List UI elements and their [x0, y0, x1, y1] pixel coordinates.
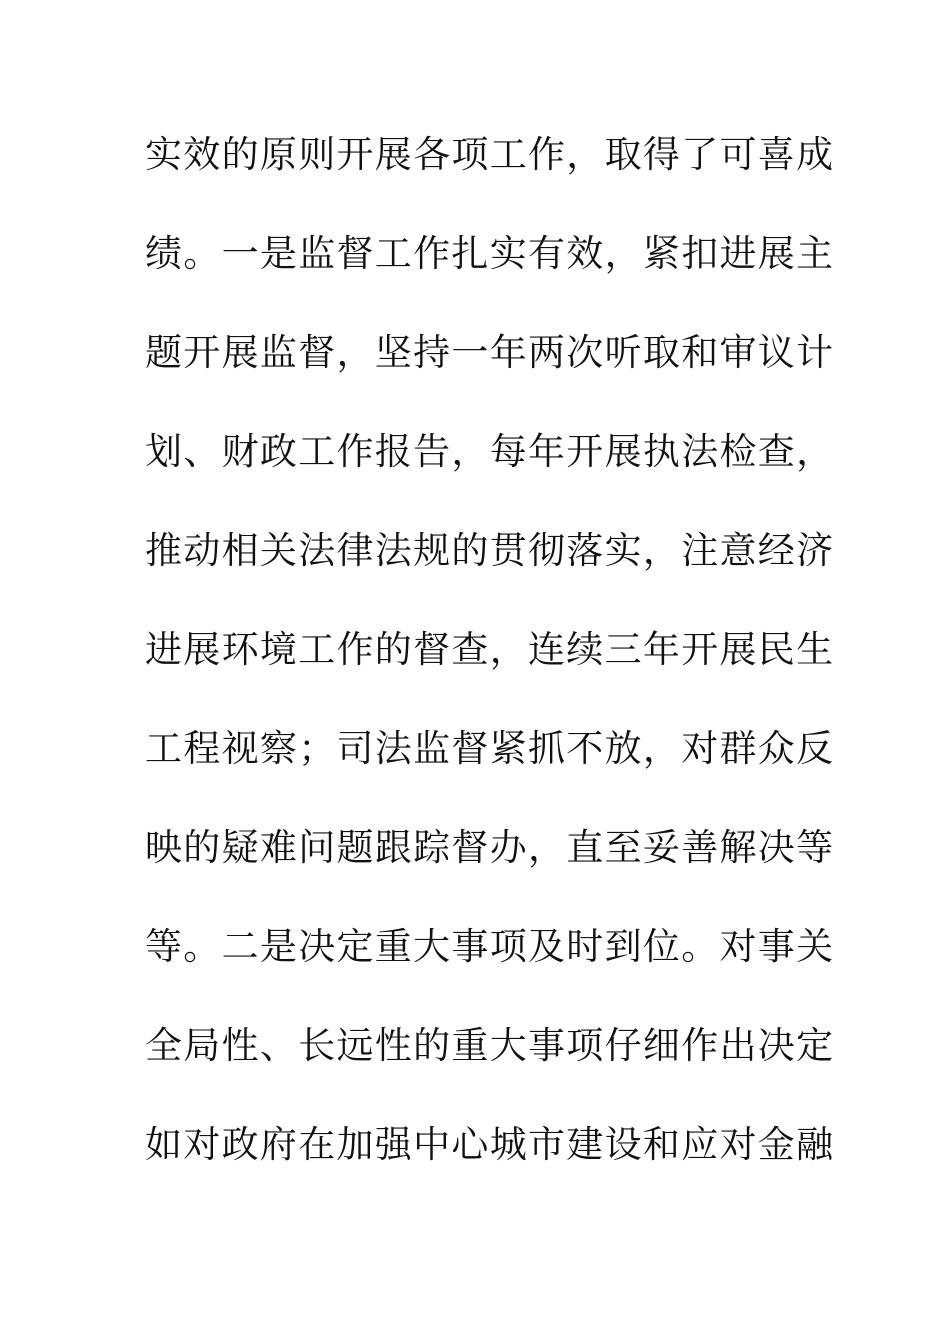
- text-line: 划、财政工作报告，每年开展执法检查，: [145, 430, 835, 473]
- text-line: 如对政府在加强中心城市建设和应对金融: [145, 1123, 835, 1166]
- text-line: 推动相关法律法规的贯彻落实，注意经济: [145, 529, 835, 572]
- text-line: 绩。一是监督工作扎实有效，紧扣进展主: [145, 232, 835, 275]
- text-line: 工程视察；司法监督紧抓不放，对群众反: [145, 727, 835, 770]
- text-line: 题开展监督，坚持一年两次听取和审议计: [145, 331, 835, 374]
- text-line: 全局性、长远性的重大事项仔细作出决定: [145, 1024, 835, 1067]
- body-text: [145, 124, 835, 1213]
- text-line: 等。二是决定重大事项及时到位。对事关: [145, 925, 835, 968]
- text-line: 实效的原则开展各项工作，取得了可喜成: [145, 133, 835, 176]
- text-line: 映的疑难问题跟踪督办，直至妥善解决等: [145, 826, 835, 869]
- text-line: 进展环境工作的督查，连续三年开展民生: [145, 628, 835, 671]
